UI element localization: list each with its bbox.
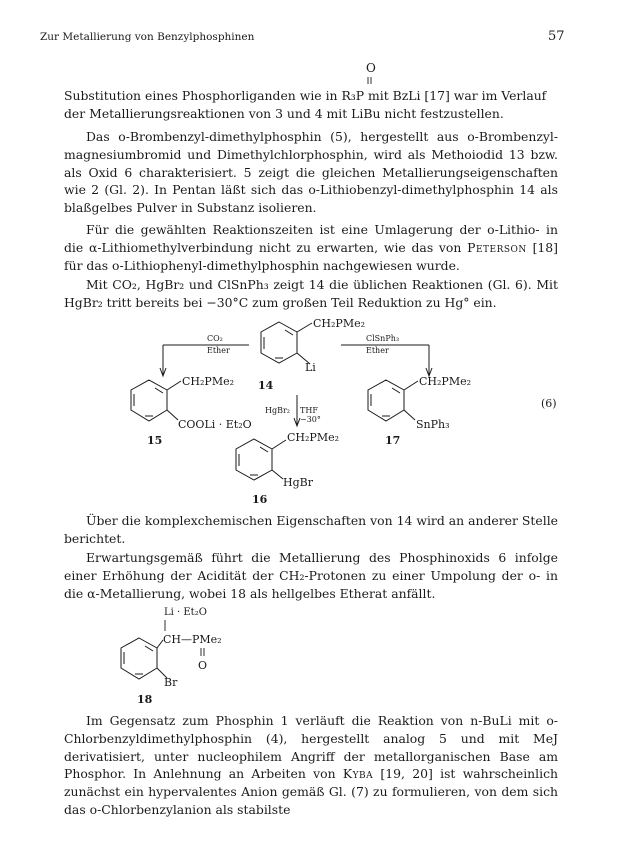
paragraph-7 bbox=[64, 712, 558, 819]
equation-label-6: (6) bbox=[541, 397, 557, 410]
oxo-letter: O bbox=[366, 61, 376, 75]
compound-18-number: 18 bbox=[137, 693, 153, 706]
paragraph-6-text: Erwartungsgemäß führt die Metallierung des Phosphinoxids 6 infolge einer Erhöhung der Acidität der CH₂-Protonen zu einer Umpolung der o- in die α-Metallierung, wobei 18 als hellgelbes Etherat anfällt. bbox=[64, 550, 558, 601]
paragraph-4-text: Mit CO₂, HgBr₂ und ClSnPh₃ zeigt 14 die üblichen Reaktionen (Gl. 6). Mit HgBr₂ tritt bereits bei −30°C zum großen Teil Reduktion zu Hg° ein. bbox=[64, 277, 558, 310]
ring-compound-18 bbox=[121, 638, 157, 679]
compound-17-snph3: SnPh₃ bbox=[416, 418, 450, 431]
compound-17-ch2pme2: CH₂PMe₂ bbox=[419, 375, 472, 388]
paragraph-1-line-1: Substitution eines Phosphorliganden wie in R₃P mit BzLi [17] war im Verlauf bbox=[64, 88, 547, 103]
paragraph-7-part-b: [19, 20] ist wahrscheinlich zunächst ein hypervalentes Anion gemäß Gl. (7) zu formulieren, von dem sich das o-Chlorbenzylanion als stabilste bbox=[64, 766, 558, 817]
paragraph-3-part-b: [18] für das o-Lithiophenyl-dimethylphosphin nachgewiesen wurde. bbox=[64, 239, 559, 273]
author-name-kyba: Kyba bbox=[342, 766, 374, 782]
page-number: 57 bbox=[548, 29, 565, 44]
structure-18-oxygen: O bbox=[198, 659, 208, 672]
reagent-clsnph3: ClSnPh₃ bbox=[366, 334, 400, 343]
compound-14-number: 14 bbox=[258, 379, 274, 392]
paragraph-7-text bbox=[64, 712, 558, 819]
compound-16-ch2pme2: CH₂PMe₂ bbox=[287, 431, 340, 444]
compound-15-cooli: COOLi · Et₂O bbox=[178, 418, 252, 431]
author-name-peterson: Peterson bbox=[467, 239, 527, 255]
paragraph-1-line-2: der Metallierungsreaktionen von 3 und 4 mit LiBu nicht festzustellen. bbox=[64, 105, 504, 121]
compound-15-number: 15 bbox=[147, 434, 163, 447]
paragraph-5-text: Über die komplexchemischen Eigenschaften von 14 wird an anderer Stelle berichtet. bbox=[64, 513, 558, 546]
solvent-ether-left: Ether bbox=[207, 346, 230, 355]
paragraph-3-part-a: Für die gewählten Reaktionszeiten ist eine Umlagerung der o-Lithio- in die α-Lithiomethylverbindung nicht zu erwarten, wie das von bbox=[64, 222, 558, 255]
solvent-thf: THF bbox=[300, 406, 318, 415]
compound-17-number: 17 bbox=[385, 434, 401, 447]
structure-18-bromine: Br bbox=[164, 676, 178, 689]
solvent-ether-right: Ether bbox=[366, 346, 389, 355]
compound-14-li: Li bbox=[305, 361, 316, 374]
compound-15-ch2pme2: CH₂PMe₂ bbox=[182, 375, 235, 388]
reaction-temperature: −30° bbox=[300, 415, 321, 424]
paragraph-2-text: Das o-Brombenzyl-dimethylphosphin (5), hergestellt aus o-Brombenzylmagnesiumbromid und Dimethylchlorphosphin, wird als Methoiodid 13 bzw. als Oxid 6 charakterisiert. 5 zeigt die gleichen Metallierungseigenschaften wie 2 (Gl. 2). In Pentan läßt sich das o-Lithiobenzyl-dimethylphosphin 14 als blaßgelbes Pulver in Substanz isolieren. bbox=[64, 129, 558, 216]
compound-16-number: 16 bbox=[252, 493, 268, 506]
structure-18-ch-pme2: CH—PMe₂ bbox=[163, 633, 222, 646]
reagent-hgbr2: HgBr₂ bbox=[265, 406, 291, 415]
paragraph-7-part-a: Im Gegensatz zum Phosphin 1 verläuft die Reaktion von n-BuLi mit o-Chlorbenzyldimethylphosphin (4), hergestellt analog 5 und mit MeJ derivatisiert, unter nucleophilem Angriff der metallorganischen Base am Phosphor. In Anlehnung an Arbeiten von bbox=[64, 713, 558, 782]
running-title: Zur Metallierung von Benzylphosphinen bbox=[40, 31, 255, 43]
reagent-co2: CO₂ bbox=[207, 334, 223, 343]
compound-14-ch2pme2: CH₂PMe₂ bbox=[313, 317, 366, 330]
structure-18-li-etherate: Li · Et₂O bbox=[164, 607, 207, 618]
compound-16-hgbr: HgBr bbox=[283, 476, 313, 489]
